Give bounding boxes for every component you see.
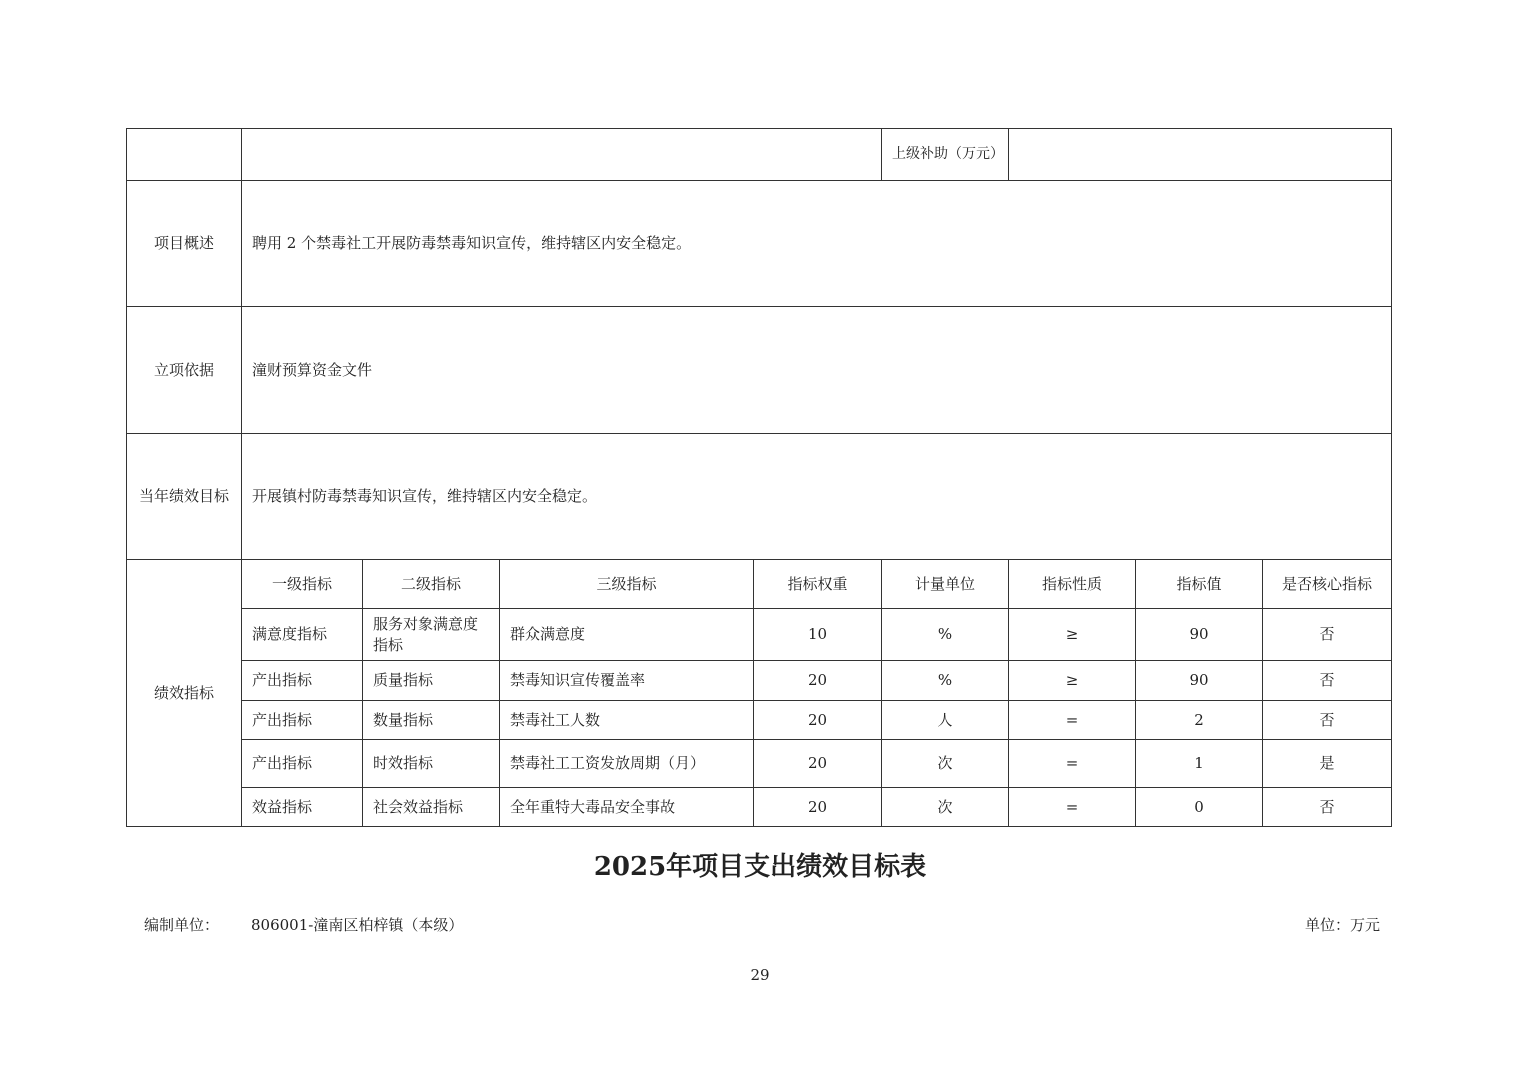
table-cell: 质量指标 <box>363 661 500 701</box>
overview-row <box>127 181 1392 307</box>
table-cell: 禁毒社工工资发放周期（月） <box>500 740 754 788</box>
basis-label: 立项依据 <box>127 307 242 434</box>
header-cell: 指标权重 <box>754 560 882 609</box>
indicators-label: 绩效指标 <box>127 560 242 827</box>
indicator-header-row <box>127 560 1392 609</box>
header-cell: 是否核心指标 <box>1263 560 1392 609</box>
table-cell: = <box>1009 788 1136 827</box>
table-cell: 满意度指标 <box>242 609 363 661</box>
header-cell: 指标值 <box>1136 560 1263 609</box>
goal-row <box>127 434 1392 560</box>
table-cell: 产出指标 <box>242 661 363 701</box>
unit-label: 单位：万元 <box>1304 916 1380 934</box>
table-cell: ≥ <box>1009 661 1136 701</box>
table-cell: % <box>882 609 1009 661</box>
table-row <box>127 609 1392 661</box>
table-cell: 次 <box>882 740 1009 788</box>
table-cell: 1 <box>1136 740 1263 788</box>
table-cell: 次 <box>882 788 1009 827</box>
table-row <box>127 661 1392 701</box>
header-cell: 一级指标 <box>242 560 363 609</box>
org-value: 806001-潼南区柏梓镇（本级） <box>251 916 464 934</box>
table-cell: 产出指标 <box>242 701 363 740</box>
table-cell: 20 <box>754 661 882 701</box>
table-cell: 全年重特大毒品安全事故 <box>500 788 754 827</box>
empty-cell <box>127 129 242 181</box>
page-title: 2025年项目支出绩效目标表 <box>593 852 927 882</box>
performance-target-table <box>126 128 1392 827</box>
table-cell: = <box>1009 701 1136 740</box>
table-cell: 产出指标 <box>242 740 363 788</box>
table-cell: 服务对象满意度指标 <box>363 609 500 661</box>
table-cell: 否 <box>1263 701 1392 740</box>
overview-label: 项目概述 <box>127 181 242 307</box>
page-number: 29 <box>750 966 770 984</box>
table-cell: 数量指标 <box>363 701 500 740</box>
superior-subsidy-value <box>1009 129 1392 181</box>
table-row <box>127 740 1392 788</box>
table-cell: 0 <box>1136 788 1263 827</box>
header-cell: 三级指标 <box>500 560 754 609</box>
overview-value: 聘用 2 个禁毒社工开展防毒禁毒知识宣传，维持辖区内安全稳定。 <box>242 181 1392 307</box>
table-cell: 否 <box>1263 609 1392 661</box>
table-cell: 90 <box>1136 661 1263 701</box>
table-cell: 人 <box>882 701 1009 740</box>
org-label: 编制单位： <box>144 916 220 934</box>
table-cell: 群众满意度 <box>500 609 754 661</box>
table-cell: ≥ <box>1009 609 1136 661</box>
table-cell: 社会效益指标 <box>363 788 500 827</box>
table-cell: = <box>1009 740 1136 788</box>
table-cell: 时效指标 <box>363 740 500 788</box>
goal-label: 当年绩效目标 <box>127 434 242 560</box>
table-cell: 20 <box>754 740 882 788</box>
header-cell: 二级指标 <box>363 560 500 609</box>
table-cell: 90 <box>1136 609 1263 661</box>
table-cell: 否 <box>1263 788 1392 827</box>
table-row <box>127 788 1392 827</box>
basis-row <box>127 307 1392 434</box>
basis-value: 潼财预算资金文件 <box>242 307 1392 434</box>
table-cell: % <box>882 661 1009 701</box>
table-row <box>127 701 1392 740</box>
goal-value: 开展镇村防毒禁毒知识宣传，维持辖区内安全稳定。 <box>242 434 1392 560</box>
superior-subsidy-label: 上级补助（万元） <box>882 129 1009 181</box>
table-cell: 否 <box>1263 661 1392 701</box>
top-row <box>127 129 1392 181</box>
table-cell: 是 <box>1263 740 1392 788</box>
empty-cell <box>242 129 882 181</box>
table-cell: 效益指标 <box>242 788 363 827</box>
table-cell: 10 <box>754 609 882 661</box>
table-cell: 20 <box>754 701 882 740</box>
header-cell: 计量单位 <box>882 560 1009 609</box>
header-cell: 指标性质 <box>1009 560 1136 609</box>
table-cell: 20 <box>754 788 882 827</box>
table-cell: 禁毒知识宣传覆盖率 <box>500 661 754 701</box>
table-cell: 禁毒社工人数 <box>500 701 754 740</box>
table-cell: 2 <box>1136 701 1263 740</box>
